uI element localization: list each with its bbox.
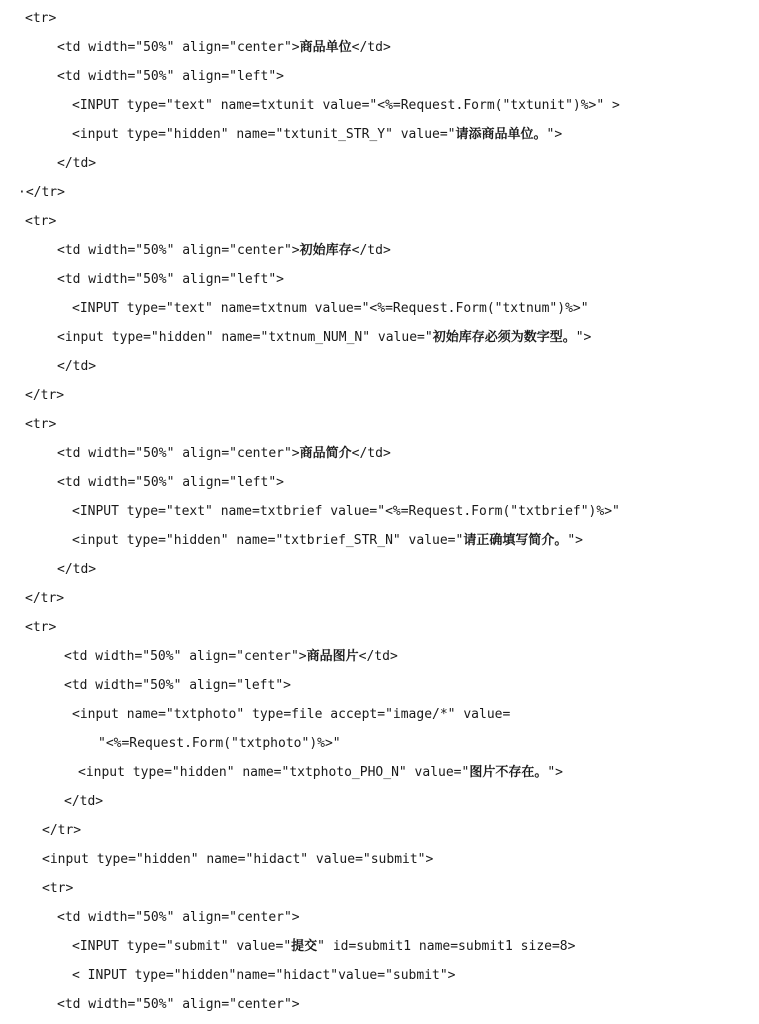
code-line: <INPUT type="submit" value="提交" id=submit1 name=submit1 size=8> — [72, 939, 576, 954]
code-line: <td width="50%" align="center">商品图片</td> — [64, 649, 398, 664]
code-line: </tr> — [25, 388, 65, 403]
code-line: </tr> — [25, 591, 65, 606]
code-line: </tr> — [42, 823, 82, 838]
code-line: <td width="50%" align="center">商品简介</td> — [57, 446, 391, 461]
code-line: <td width="50%" align="center"> — [57, 910, 300, 925]
code-line: </td> — [57, 562, 97, 577]
code-line: <tr> — [25, 620, 57, 635]
code-line: <td width="50%" align="center">商品单位</td> — [57, 40, 391, 55]
code-line: <INPUT type="text" name=txtnum value="<%=Request.Form("txtnum")%>" — [72, 301, 589, 316]
code-line: <INPUT type="text" name=txtunit value="<%=Request.Form("txtunit")%>" > — [72, 98, 620, 113]
code-line: <td width="50%" align="center"> — [57, 997, 300, 1012]
code-line: </td> — [64, 794, 104, 809]
code-line: <tr> — [25, 417, 57, 432]
code-line: <input type="hidden" name="txtnum_NUM_N" value="初始库存必须为数字型。"> — [57, 330, 592, 345]
code-line: <INPUT type="text" name=txtbrief value="<%=Request.Form("txtbrief")%>" — [72, 504, 620, 519]
code-line: <input type="hidden" name="hidact" value="submit"> — [42, 852, 434, 867]
code-line: <input type="hidden" name="txtphoto_PHO_N" value="图片不存在。"> — [78, 765, 564, 780]
code-line: < INPUT type="hidden"name="hidact"value="submit"> — [72, 968, 456, 983]
code-line: <tr> — [25, 214, 57, 229]
code-line: <tr> — [25, 11, 57, 26]
code-line: </td> — [57, 156, 97, 171]
code-line: <input type="hidden" name="txtbrief_STR_N" value="请正确填写简介。"> — [72, 533, 584, 548]
code-line: "<%=Request.Form("txtphoto")%>" — [98, 736, 341, 751]
code-line: <td width="50%" align="left"> — [57, 272, 284, 287]
code-line: <tr> — [42, 881, 74, 896]
code-line: <td width="50%" align="left"> — [57, 69, 284, 84]
code-line: <td width="50%" align="center">初始库存</td> — [57, 243, 391, 258]
code-line: <input name="txtphoto" type=file accept="image/*" value= — [72, 707, 511, 722]
code-line: <td width="50%" align="left"> — [57, 475, 284, 490]
code-line: </td> — [57, 359, 97, 374]
code-line: <td width="50%" align="left"> — [64, 678, 291, 693]
code-line: <input type="hidden" name="txtunit_STR_Y" value="请添商品单位。"> — [72, 127, 563, 142]
code-line: ·</tr> — [18, 185, 65, 200]
